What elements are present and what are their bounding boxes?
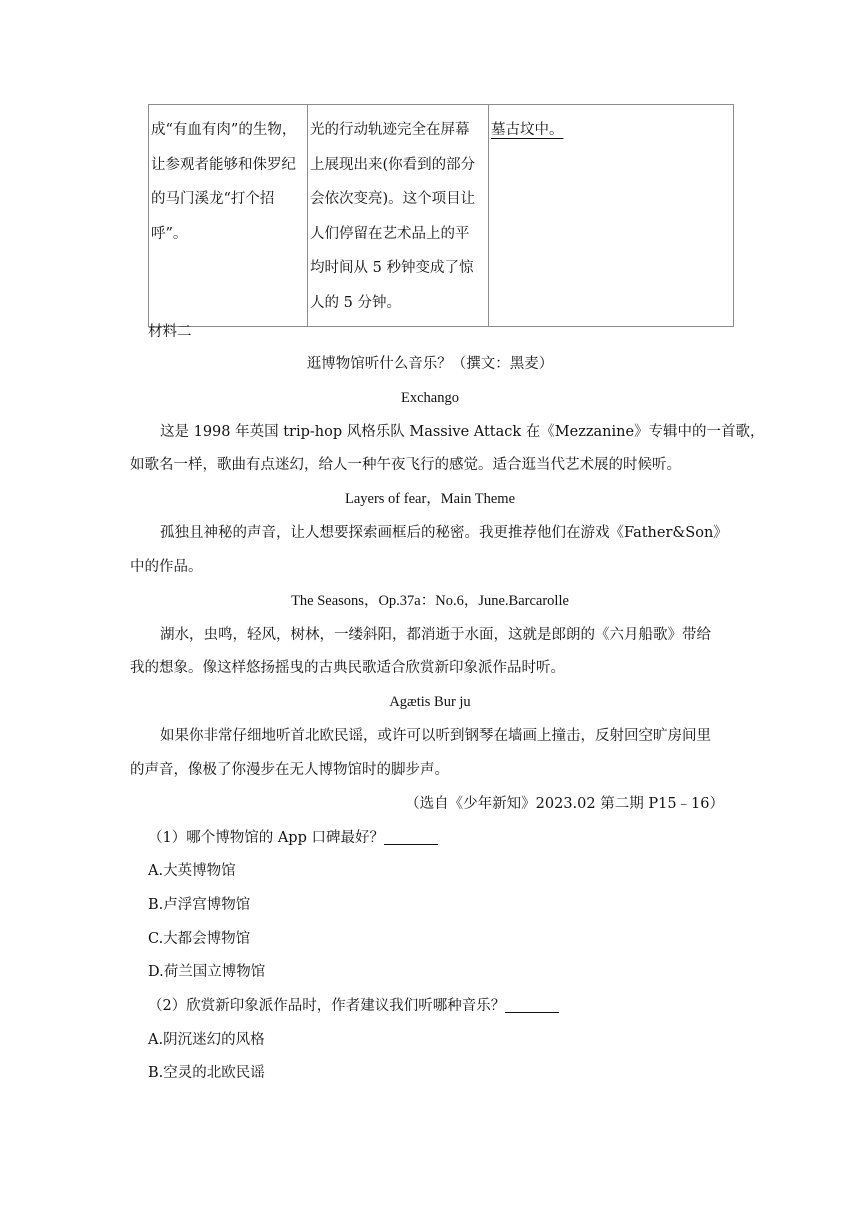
table-cell-col3 bbox=[489, 105, 734, 327]
cell-line: 会依次变亮)。这个项目让 bbox=[310, 191, 476, 207]
song-title: Layers of fear，Main Theme bbox=[344, 491, 516, 507]
comparison-table bbox=[148, 104, 734, 327]
cell-line: 成“有血有肉”的生物， bbox=[151, 122, 297, 138]
underlined-text: 墓古坟中。 bbox=[491, 122, 564, 138]
source-citation: （选自《少年新知》2023.02 第二期 P15﹣16） bbox=[405, 796, 724, 812]
option-b: B.空灵的北欧民谣 bbox=[148, 1065, 265, 1081]
song-title: Exchango bbox=[401, 390, 459, 406]
option-a: A.阴沉迷幻的风格 bbox=[148, 1032, 265, 1048]
option-b: B.卢浮宫博物馆 bbox=[148, 897, 251, 913]
option-c: C.大都会博物馆 bbox=[148, 931, 251, 947]
paragraph-line: 孤独且神秘的声音，让人想要探索画框后的秘密。我更推荐他们在游戏《Father&Son》 bbox=[160, 525, 728, 541]
cell-line: 均时间从 5 秒钟变成了惊 bbox=[310, 260, 474, 276]
material-label: 材料二 bbox=[148, 324, 192, 340]
paragraph-line: 湖水，虫鸣，轻风，树林，一缕斜阳，都消逝于水面，这就是郎朗的《六月船歌》带给 bbox=[160, 627, 711, 643]
cell-line: 上展现出来(你看到的部分 bbox=[310, 156, 476, 173]
paragraph-line: 的声音，像极了你漫步在无人博物馆时的脚步声。 bbox=[130, 762, 449, 778]
paragraph-line: 这是 1998 年英国 trip-hop 风格乐队 Massive Attack 在《Mezzanine》专辑中的一首歌， bbox=[160, 424, 765, 440]
paragraph-line: 如果你非常仔细地听首北欧民谣，或许可以听到钢琴在墙画上撞击，反射回空旷房间里 bbox=[160, 728, 711, 744]
table-cell-col2 bbox=[308, 105, 489, 327]
cell-line: 的马门溪龙“打个招 bbox=[151, 191, 275, 207]
option-d: D.荷兰国立博物馆 bbox=[148, 964, 266, 980]
table-row bbox=[149, 105, 734, 327]
paragraph-line: 中的作品。 bbox=[130, 559, 203, 575]
table-cell-col1 bbox=[149, 105, 308, 327]
article-title: 逛博物馆听什么音乐？（撰文：黑麦） bbox=[306, 356, 554, 372]
answer-blank[interactable] bbox=[505, 996, 559, 1013]
song-title: Agætis Bur ju bbox=[389, 694, 471, 710]
cell-line: 呼”。 bbox=[151, 225, 188, 242]
paragraph-line: 我的想象。像这样悠扬摇曳的古典民歌适合欣赏新印象派作品时听。 bbox=[130, 660, 565, 676]
song-title: The Seasons，Op.37a：No.6，June.Barcarolle bbox=[291, 593, 569, 609]
question-1 bbox=[148, 828, 438, 848]
paragraph-line: 如歌名一样，歌曲有点迷幻，给人一种午夜飞行的感觉。适合逛当代艺术展的时候听。 bbox=[130, 457, 681, 473]
question-text: （1）哪个博物馆的 App 口碑最好？ bbox=[148, 830, 384, 846]
cell-line: 人们停留在艺术品上的平 bbox=[310, 225, 470, 242]
cell-line: 人的 5 分钟。 bbox=[310, 294, 401, 311]
cell-line: 光的行动轨迹完全在屏幕 bbox=[310, 122, 470, 138]
cell-line: 让参观者能够和侏罗纪 bbox=[151, 156, 296, 173]
question-2 bbox=[148, 996, 559, 1016]
question-text: （2）欣赏新印象派作品时，作者建议我们听哪种音乐？ bbox=[148, 998, 506, 1014]
option-a: A.大英博物馆 bbox=[148, 863, 236, 879]
answer-blank[interactable] bbox=[384, 828, 438, 845]
